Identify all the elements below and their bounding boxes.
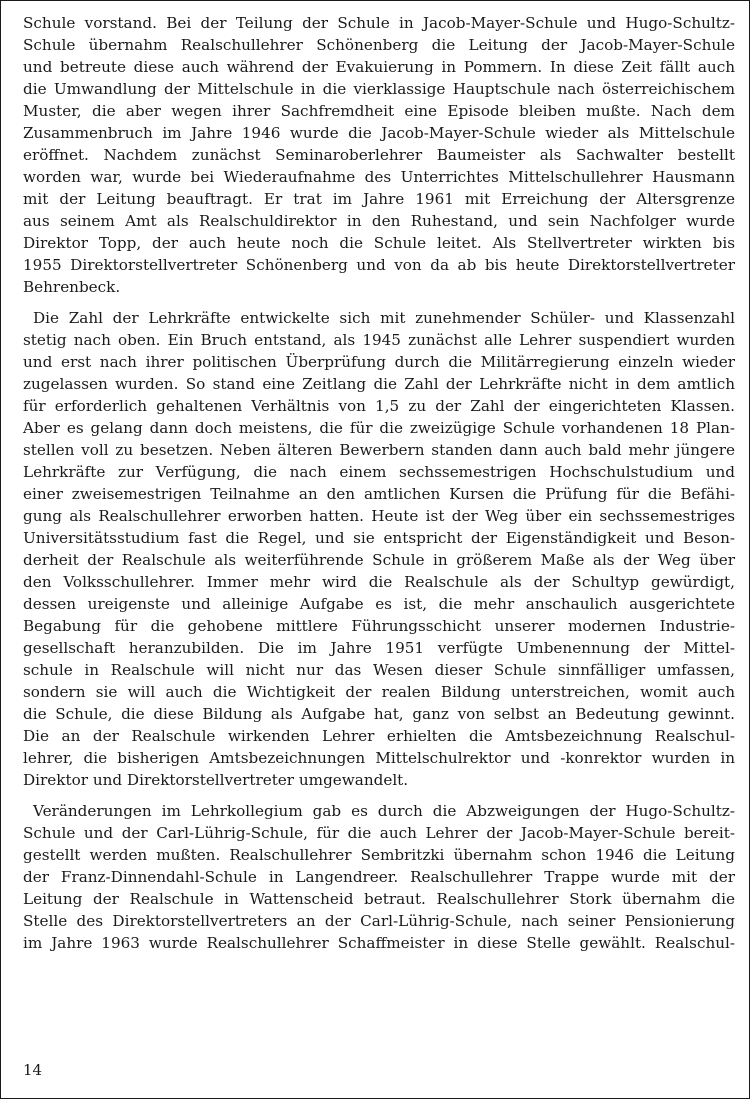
text-line: Muster, die aber wegen ihrer Sachfremdheit eine Episode bleiben mußte. Nach dem [23, 102, 735, 120]
text-line: gung als Realschullehrer erworben hatten. Heute ist der Weg über ein sechssemestriges [23, 507, 735, 525]
page-number: 14 [23, 1061, 43, 1079]
body-text [23, 12, 735, 954]
paragraph-3 [23, 800, 735, 954]
text-line: der Franz-Dinnendahl-Schule in Langendreer. Realschullehrer Trappe wurde mit der [23, 868, 735, 886]
text-line: und betreute diese auch während der Evakuierung in Pommern. In diese Zeit fällt auch [23, 58, 735, 76]
text-line: gesellschaft heranzubilden. Die im Jahre 1951 verfügte Umbenennung der Mittel- [23, 639, 735, 657]
text-line: mit der Leitung beauftragt. Er trat im Jahre 1961 mit Erreichung der Altersgrenze [23, 190, 735, 208]
text-line: Die an der Realschule wirkenden Lehrer erhielten die Amtsbezeichnung Realschul- [23, 727, 735, 745]
text-line: Stelle des Direktorstellvertreters an der Carl-Lührig-Schule, nach seiner Pensionierung [23, 912, 735, 930]
text-line: stetig nach oben. Ein Bruch entstand, als 1945 zunächst alle Lehrer suspendiert wurden [23, 331, 735, 349]
text-line: Die Zahl der Lehrkräfte entwickelte sich mit zunehmender Schüler- und Klassenzahl [33, 309, 735, 327]
text-line: stellen voll zu besetzen. Neben älteren Bewerbern standen dann auch bald mehr jüngere [23, 441, 735, 459]
paragraph-1 [23, 12, 735, 298]
text-line: eröffnet. Nachdem zunächst Seminaroberlehrer Baumeister als Sachwalter bestellt [23, 146, 735, 164]
text-line: aus seinem Amt als Realschuldirektor in den Ruhestand, und sein Nachfolger wurde [23, 212, 735, 230]
text-line: Aber es gelang dann doch meistens, die für die zweizügige Schule vorhandenen 18 Plan- [23, 419, 735, 437]
text-line: Begabung für die gehobene mittlere Führungsschicht unserer modernen Industrie- [23, 617, 735, 635]
text-line: Schule und der Carl-Lührig-Schule, für die auch Lehrer der Jacob-Mayer-Schule bereit- [23, 824, 735, 842]
text-line: Universitätsstudium fast die Regel, und sie entspricht der Eigenständigkeit und Beson- [23, 529, 735, 547]
text-line: gestellt werden mußten. Realschullehrer Sembritzki übernahm schon 1946 die Leitung [23, 846, 735, 864]
text-line: Zusammenbruch im Jahre 1946 wurde die Jacob-Mayer-Schule wieder als Mittelschule [23, 124, 735, 142]
text-line: für erforderlich gehaltenen Verhältnis von 1,5 zu der Zahl der eingerichteten Klassen. [23, 397, 735, 415]
text-line: die Umwandlung der Mittelschule in die vierklassige Hauptschule nach österreichischem [23, 80, 735, 98]
text-line: derheit der Realschule als weiterführende Schule in größerem Maße als der Weg über [23, 551, 735, 569]
text-line: im Jahre 1963 wurde Realschullehrer Schaffmeister in diese Stelle gewählt. Realschul- [23, 934, 735, 952]
text-line: die Schule, die diese Bildung als Aufgabe hat, ganz von selbst an Bedeutung gewinnt. [23, 705, 735, 723]
text-line: zugelassen wurden. So stand eine Zeitlang die Zahl der Lehrkräfte nicht in dem amtlich [23, 375, 735, 393]
text-line: Schule vorstand. Bei der Teilung der Schule in Jacob-Mayer-Schule und Hugo-Schultz- [23, 14, 735, 32]
text-line: schule in Realschule will nicht nur das Wesen dieser Schule sinnfälliger umfassen, [23, 661, 735, 679]
text-line: Behrenbeck. [23, 278, 121, 296]
text-line: Veränderungen im Lehrkollegium gab es durch die Abzweigungen der Hugo-Schultz- [33, 802, 735, 820]
text-line: und erst nach ihrer politischen Überprüfung durch die Militärregierung einzeln wieder [23, 353, 735, 371]
text-line: 1955 Direktorstellvertreter Schönenberg und von da ab bis heute Direktorstellvertreter [23, 256, 735, 274]
text-line: einer zweisemestrigen Teilnahme an den amtlichen Kursen die Prüfung für die Befähi- [23, 485, 735, 503]
text-line: worden war, wurde bei Wiederaufnahme des Unterrichtes Mittelschullehrer Hausmann [23, 168, 735, 186]
text-line: dessen ureigenste und alleinige Aufgabe es ist, die mehr anschaulich ausgerichtete [23, 595, 735, 613]
text-line: sondern sie will auch die Wichtigkeit der realen Bildung unterstreichen, womit auch [23, 683, 735, 701]
text-line: Leitung der Realschule in Wattenscheid betraut. Realschullehrer Stork übernahm die [23, 890, 735, 908]
text-line: Schule übernahm Realschullehrer Schönenberg die Leitung der Jacob-Mayer-Schule [23, 36, 735, 54]
paragraph-2 [23, 307, 735, 791]
text-line: Direktor und Direktorstellvertreter umgewandelt. [23, 771, 409, 789]
text-line: Direktor Topp, der auch heute noch die Schule leitet. Als Stellvertreter wirkten bis [23, 234, 735, 252]
text-line: den Volksschullehrer. Immer mehr wird die Realschule als der Schultyp gewürdigt, [23, 573, 735, 591]
text-line: lehrer, die bisherigen Amtsbezeichnungen Mittelschulrektor und -konrektor wurden in [23, 749, 735, 767]
text-line: Lehrkräfte zur Verfügung, die nach einem sechssemestrigen Hochschulstudium und [23, 463, 735, 481]
